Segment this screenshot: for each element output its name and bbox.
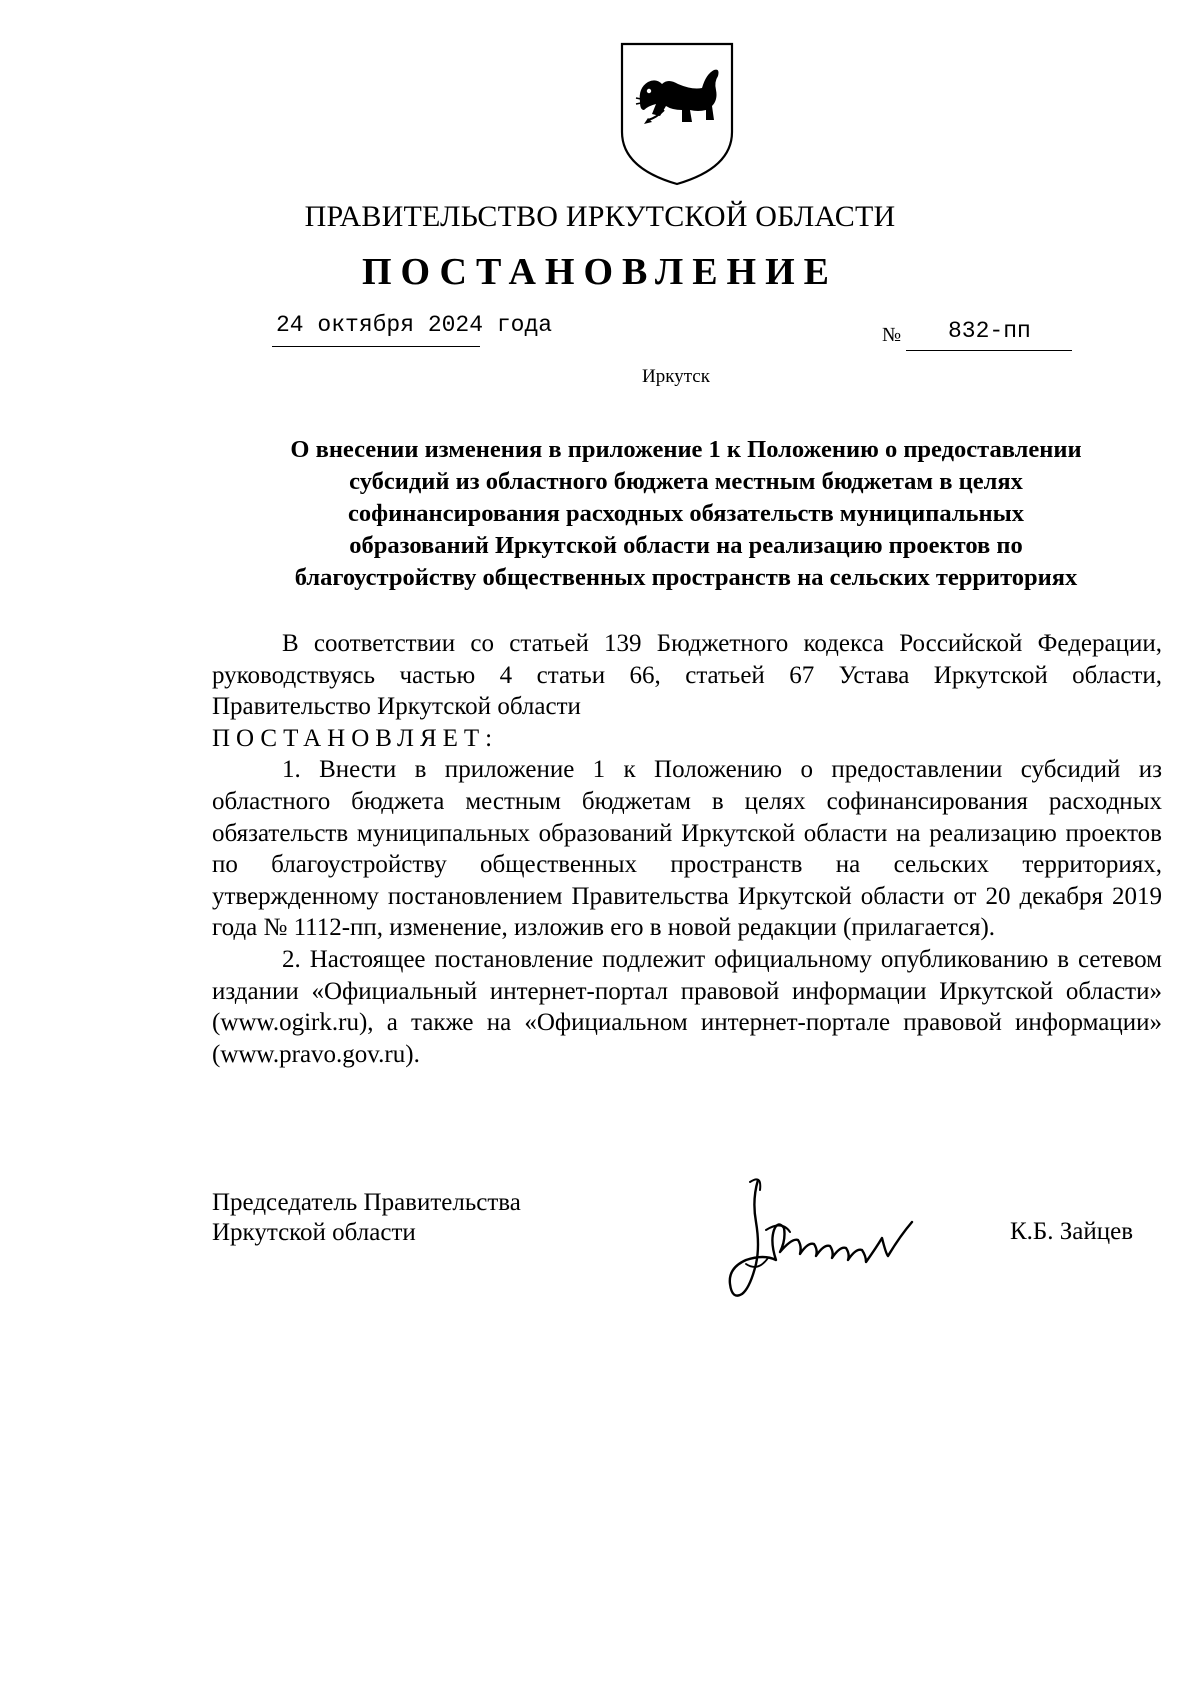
position-line: Иркутской области (212, 1219, 416, 1246)
decree-word: ПОСТАНОВЛЯЕТ: (212, 724, 499, 752)
number-sign: № (882, 324, 902, 346)
title-line: субсидий из областного бюджета местным бюджетам в целях (349, 468, 1023, 495)
title-line: образований Иркутской области на реализацию проектов по (349, 532, 1023, 559)
title-line: благоустройству общественных пространств на сельских территориях (294, 564, 1078, 591)
number-underline (906, 350, 1072, 351)
handwritten-signature (716, 1160, 956, 1310)
date-underline (272, 346, 480, 347)
document-date: 24 октября 2024 года (276, 312, 553, 338)
document-title (200, 434, 1172, 594)
signatory-position (212, 1188, 521, 1248)
document-type: ПОСТАНОВЛЕНИЕ (361, 251, 839, 293)
document-body (212, 628, 1162, 1070)
item-1-paragraph: 1. Внести в приложение 1 к Положению о предоставлении субсидий из областного бюджета местным бюджетам в целях софинансирования расходных обязательств муниципальных образований Иркутской области на реализацию проектов по благоустройству общественных пространств на сельских территориях, утвержденному постановлением Правительства Иркутской области от 20 декабря 2019 года № 1112-пп, изменение, изложив его в новой редакции (прилагается). (212, 756, 1162, 942)
title-line: О внесении изменения в приложение 1 к Положению о предоставлении (290, 436, 1082, 463)
government-name: ПРАВИТЕЛЬСТВО ИРКУТСКОЙ ОБЛАСТИ (304, 200, 896, 233)
title-line: софинансирования расходных обязательств муниципальных (348, 500, 1024, 527)
document-number: 832-пп (948, 318, 1031, 344)
coat-of-arms-icon (618, 40, 736, 188)
signatory-name: К.Б. Зайцев (1010, 1218, 1134, 1245)
item-2-paragraph: 2. Настоящее постановление подлежит официальному опубликованию в сетевом издании «Официальный интернет-портал правовой информации Иркутской области» (www.ogirk.ru), а также на «Официальном интернет-портале правовой информации» (www.pravo.gov.ru). (212, 945, 1162, 1068)
city: Иркутск (642, 366, 710, 387)
position-line: Председатель Правительства (212, 1189, 521, 1216)
preamble-paragraph: В соответствии со статьей 139 Бюджетного кодекса Российской Федерации, руководствуясь частью 4 статьи 66, статьей 67 Устава Иркутской области, Правительство Иркутской области (212, 630, 1162, 721)
